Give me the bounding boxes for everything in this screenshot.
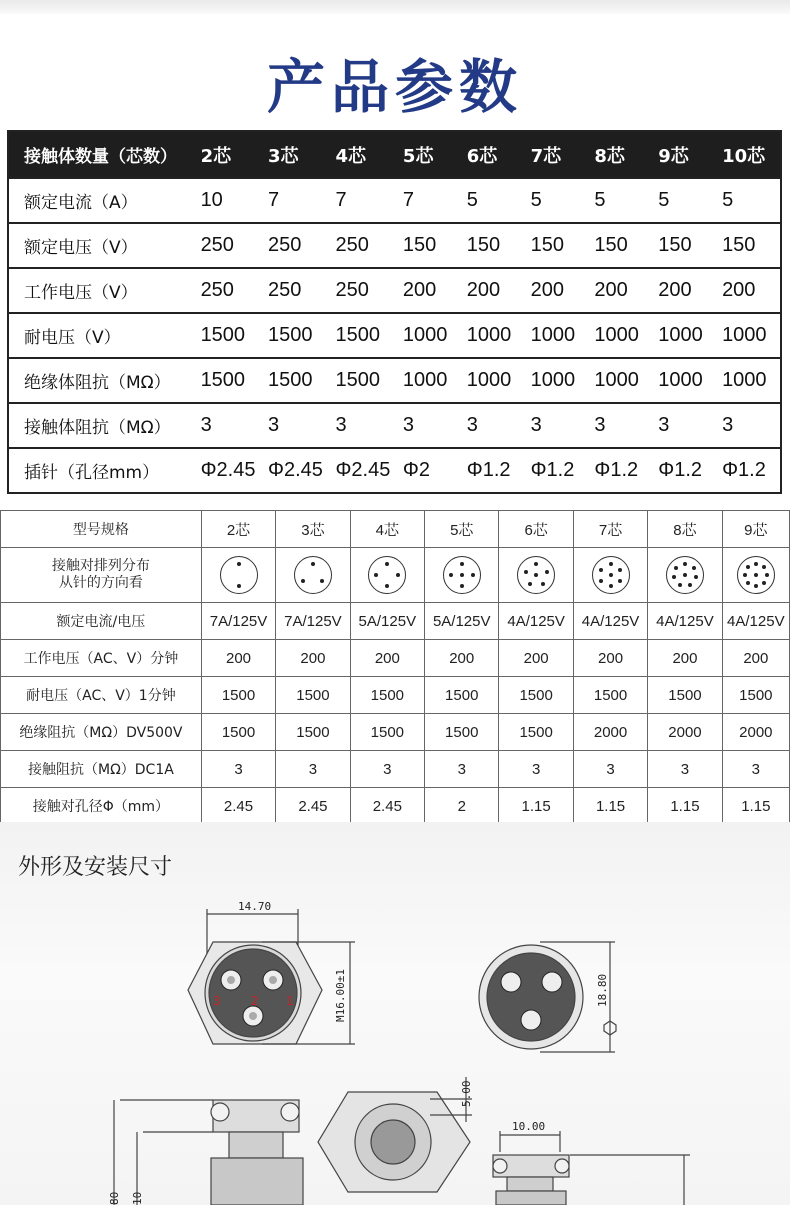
table2-pin-layout-row: [1, 548, 790, 603]
table2-cell: 3: [425, 751, 499, 788]
pin-dot: [541, 582, 545, 586]
table2-row: [1, 640, 790, 677]
table2-row-label: 接触对孔径Φ（mm）: [1, 788, 202, 825]
rear-view-center: [318, 1077, 472, 1192]
pin-dot: [534, 573, 538, 577]
table2-cell: 5A/125V: [350, 603, 424, 640]
pin-dot: [765, 573, 769, 577]
table2-cell: 3: [350, 751, 424, 788]
table1-cell: 5: [525, 178, 589, 223]
table2-cell: 1500: [722, 677, 789, 714]
table1-cell: 1500: [329, 313, 396, 358]
table2-cell: 200: [722, 640, 789, 677]
table1-cell: 200: [588, 268, 652, 313]
table1-cell: 150: [652, 223, 716, 268]
pin-dot: [746, 581, 750, 585]
pin-dot: [762, 565, 766, 569]
pin-layout-cell: [573, 548, 647, 603]
table1-cell: Φ1.2: [594, 459, 639, 481]
table1-cell: 1000: [652, 313, 716, 358]
table2-cell: 1500: [276, 677, 350, 714]
pin-layout-cell: [350, 548, 424, 603]
pin-dot: [599, 579, 603, 583]
dim-hex: 18.80: [596, 973, 609, 1007]
table1-cell: 250: [329, 223, 396, 268]
dim-depth: 5.00: [460, 1080, 473, 1107]
pin-layout-diagram: [443, 556, 481, 594]
pin-dot: [754, 584, 758, 588]
page-title: 产品参数: [266, 53, 523, 121]
table2-cell: 3: [722, 751, 789, 788]
table1-cell: 150: [588, 223, 652, 268]
table1-row-label: 工作电压（V）: [9, 268, 195, 313]
table2-cell: 1500: [201, 677, 275, 714]
table1-cell: 1000: [397, 358, 461, 403]
pin-dot: [385, 584, 389, 588]
table2-cell: 200: [425, 640, 499, 677]
table2-cell: 1500: [201, 714, 275, 751]
table1-cell: 5: [716, 178, 780, 223]
pin-dot: [528, 582, 532, 586]
table1-cell: Φ1.2: [658, 459, 702, 481]
table1-cell: Φ2.45: [335, 459, 391, 481]
pin-dot: [609, 562, 613, 566]
pin-dot: [599, 568, 603, 572]
table1-row-label: 额定电流（A）: [9, 178, 195, 223]
table2-cell: 4A/125V: [573, 603, 647, 640]
parameter-table-main: [7, 130, 782, 494]
table1-cell: 200: [397, 268, 461, 313]
table2-row: [1, 788, 790, 825]
table1-cell: 1000: [525, 358, 589, 403]
table2-row-label: 耐电压（AC、V）1分钟: [1, 677, 202, 714]
table1-cell: 1000: [716, 313, 780, 358]
table2-row-label: 额定电流/电压: [1, 603, 202, 640]
table2-cell: 1500: [499, 714, 573, 751]
pin-dot: [678, 583, 682, 587]
dim-side-b: 10: [131, 1191, 144, 1205]
table2-cell: 200: [573, 640, 647, 677]
pin-dot: [460, 562, 464, 566]
table2-cell: 1.15: [499, 788, 573, 825]
table1-header-cell: 6芯: [461, 132, 525, 178]
table1-header-label: 接触体数量（芯数）: [9, 132, 195, 178]
table1-cell: 250: [262, 223, 329, 268]
table2-cell: 200: [276, 640, 350, 677]
table1-cell: 1000: [716, 358, 780, 403]
table2-cell: 200: [499, 640, 573, 677]
pin-dot: [618, 568, 622, 572]
pin-layout-cell: [201, 548, 275, 603]
table2-cell: 3: [648, 751, 722, 788]
pin-label-2: 2: [251, 994, 259, 1008]
table1-cell: 3: [716, 403, 780, 448]
table1-cell: Φ1.2: [530, 459, 575, 481]
pin-layout-cell: [499, 548, 573, 603]
table2-row: [1, 677, 790, 714]
table1-cell: 200: [652, 268, 716, 313]
side-view-right: [493, 1131, 690, 1205]
parameter-table-spec: [0, 510, 790, 825]
pin-dot: [374, 573, 378, 577]
pin-dot: [609, 573, 613, 577]
pin-layout-cell: [648, 548, 722, 603]
table2-row-label: 绝缘阻抗（MΩ）DV500V: [1, 714, 202, 751]
table1-row: [9, 448, 780, 492]
table2-row-label: 工作电压（AC、V）分钟: [1, 640, 202, 677]
table2-cell: 200: [350, 640, 424, 677]
table2-header-cell: 5芯: [425, 511, 499, 548]
table2-cell: 2000: [648, 714, 722, 751]
dimension-drawing-svg: [0, 822, 790, 1205]
table1-cell: 1500: [195, 358, 262, 403]
table1-cell: 3: [525, 403, 589, 448]
table1-cell: 3: [195, 403, 262, 448]
table1-header-cell: 3芯: [262, 132, 329, 178]
top-gradient-bar: [0, 0, 790, 14]
table1-header-cell: 2芯: [195, 132, 262, 178]
table1-header-row: [9, 132, 780, 178]
pin-layout-cell: [276, 548, 350, 603]
pin-dot: [674, 566, 678, 570]
table2-cell: 3: [201, 751, 275, 788]
table1-header-cell: 9芯: [652, 132, 716, 178]
table2-cell: 3: [573, 751, 647, 788]
pin-dot: [694, 575, 698, 579]
table1-cell: 250: [195, 268, 262, 313]
pin-layout-cell: [722, 548, 789, 603]
table2-header-cell: 2芯: [201, 511, 275, 548]
pin-dot: [385, 562, 389, 566]
table1-cell: 7: [397, 178, 461, 223]
table1-row-label: 绝缘体阻抗（MΩ）: [9, 358, 195, 403]
table1-header-cell: 7芯: [525, 132, 589, 178]
table2-cell: 1500: [276, 714, 350, 751]
pin-dot: [311, 562, 315, 566]
table2-cell: 4A/125V: [648, 603, 722, 640]
table1-cell: 3: [652, 403, 716, 448]
pin-layout-diagram: [592, 556, 630, 594]
pin-layout-diagram: [517, 556, 555, 594]
table1-row-label: 额定电压（V）: [9, 223, 195, 268]
pin-layout-diagram: [368, 556, 406, 594]
table2-cell: 2000: [722, 714, 789, 751]
pin-dot: [524, 570, 528, 574]
table2-cell: 2000: [573, 714, 647, 751]
table1-row: [9, 358, 780, 403]
table2-cell: 200: [648, 640, 722, 677]
table2-cell: 7A/125V: [201, 603, 275, 640]
table1-row: [9, 403, 780, 448]
pin-layout-label-line: 从针的方向看: [58, 575, 143, 591]
table1-cell: 1500: [329, 358, 396, 403]
pin-dot: [609, 584, 613, 588]
table1-cell: 3: [588, 403, 652, 448]
table2-cell: 3: [499, 751, 573, 788]
dimension-drawing: [0, 822, 790, 1205]
table2-cell: 5A/125V: [425, 603, 499, 640]
table1-cell: Φ2.45: [268, 459, 323, 481]
pin-dot: [688, 583, 692, 587]
table1-cell: 150: [461, 223, 525, 268]
table1-cell: 5: [461, 178, 525, 223]
pin-dot: [672, 575, 676, 579]
pin-dot: [746, 565, 750, 569]
pin-dot: [237, 562, 241, 566]
table2-cell: 3: [276, 751, 350, 788]
table2-row: [1, 714, 790, 751]
table1-cell: 250: [262, 268, 329, 313]
table1-cell: 1000: [588, 313, 652, 358]
table1-header-cell: 5芯: [397, 132, 461, 178]
dim-side-a: 80: [108, 1191, 121, 1205]
pin-dot: [683, 562, 687, 566]
table1-row: [9, 223, 780, 268]
table1-cell: 3: [397, 403, 461, 448]
pin-dot: [534, 562, 538, 566]
table2-row: [1, 603, 790, 640]
table2-cell: 1.15: [573, 788, 647, 825]
pin-dot: [743, 573, 747, 577]
table2-cell: 7A/125V: [276, 603, 350, 640]
table2-header-row: [1, 511, 790, 548]
table2-header-cell: 6芯: [499, 511, 573, 548]
table1-cell: 1500: [262, 313, 329, 358]
table1-cell: 150: [397, 223, 461, 268]
dim-thread: M16.00±1: [334, 969, 347, 1022]
pin-dot: [754, 562, 758, 566]
pin-dot: [692, 566, 696, 570]
pin-layout-diagram: [666, 556, 704, 594]
table2-cell: 2.45: [350, 788, 424, 825]
table1-cell: 3: [262, 403, 329, 448]
table1-cell: 1000: [652, 358, 716, 403]
table2-header-cell: 3芯: [276, 511, 350, 548]
table1-cell: 1000: [397, 313, 461, 358]
pin-label-3: 3: [213, 994, 221, 1008]
table1-cell: Φ1.2: [722, 459, 766, 481]
table1-cell: Φ1.2: [466, 459, 511, 481]
table2-cell: 1500: [425, 677, 499, 714]
table1-cell: 5: [588, 178, 652, 223]
table1-cell: 200: [461, 268, 525, 313]
table2-header-label: 型号规格: [1, 511, 202, 548]
table1-cell: 250: [195, 223, 262, 268]
table1-cell: 150: [525, 223, 589, 268]
dim-small-width: 10.00: [512, 1120, 546, 1133]
pin-dot: [618, 579, 622, 583]
table1-header-cell: 8芯: [588, 132, 652, 178]
pin-label-1: 1: [286, 994, 294, 1008]
table2-cell: 1.15: [648, 788, 722, 825]
table2-header-cell: 4芯: [350, 511, 424, 548]
table1-header-cell: 10芯: [716, 132, 780, 178]
table1-cell: 200: [716, 268, 780, 313]
table2-cell: 1500: [573, 677, 647, 714]
table1-cell: 1000: [525, 313, 589, 358]
table2-row-label: 接触阻抗（MΩ）DC1A: [1, 751, 202, 788]
table1-cell: Φ2: [402, 459, 431, 481]
pin-dot: [301, 579, 305, 583]
table2-header-cell: 7芯: [573, 511, 647, 548]
table2-cell: 1500: [350, 677, 424, 714]
table1-header-cell: 4芯: [329, 132, 396, 178]
dim-width-top: 14.70: [238, 900, 272, 913]
table1-cell: Φ2.45: [200, 459, 256, 481]
pin-dot: [460, 584, 464, 588]
table2-cell: 4A/125V: [499, 603, 573, 640]
table1-cell: 1500: [195, 313, 262, 358]
table2-row: [1, 751, 790, 788]
table1-cell: 1500: [262, 358, 329, 403]
table2-cell: 1.15: [722, 788, 789, 825]
table2-cell: 1500: [648, 677, 722, 714]
pin-layout-label-line: 接触对排列分布: [51, 558, 150, 574]
pin-dot: [396, 573, 400, 577]
pin-layout-label: [1, 548, 202, 603]
pin-dot: [762, 581, 766, 585]
pin-layout-diagram: [220, 556, 258, 594]
pin-dot: [471, 573, 475, 577]
table1-row-label: 接触体阻抗（MΩ）: [9, 403, 195, 448]
table1-cell: 7: [262, 178, 329, 223]
table1-row: [9, 178, 780, 223]
table2-cell: 2.45: [276, 788, 350, 825]
table1-cell: 7: [329, 178, 396, 223]
table2-cell: 1500: [350, 714, 424, 751]
drawing-title: 外形及安装尺寸: [18, 855, 173, 880]
table2-header-cell: 9芯: [722, 511, 789, 548]
table1-cell: 3: [329, 403, 396, 448]
table2-cell: 2: [425, 788, 499, 825]
table1-cell: 10: [195, 178, 262, 223]
pin-dot: [460, 573, 464, 577]
table2-header-cell: 8芯: [648, 511, 722, 548]
table2-cell: 4A/125V: [722, 603, 789, 640]
table1-row-label: 耐电压（V）: [9, 313, 195, 358]
table1-cell: 1000: [588, 358, 652, 403]
table2-cell: 2.45: [201, 788, 275, 825]
table2-cell: 1500: [425, 714, 499, 751]
pin-layout-diagram: [294, 556, 332, 594]
pin-dot: [545, 570, 549, 574]
table1-cell: 1000: [461, 313, 525, 358]
pin-dot: [683, 573, 687, 577]
table1-cell: 3: [461, 403, 525, 448]
table1-cell: 1000: [461, 358, 525, 403]
table1-cell: 250: [329, 268, 396, 313]
pin-dot: [320, 579, 324, 583]
pin-layout-cell: [425, 548, 499, 603]
pin-dot: [237, 584, 241, 588]
pin-layout-diagram: [737, 556, 775, 594]
side-view-left: [114, 1100, 303, 1205]
table1-cell: 150: [716, 223, 780, 268]
table1-row: [9, 268, 780, 313]
pin-dot: [449, 573, 453, 577]
table1-row-label: 插针（孔径mm）: [24, 463, 160, 483]
table2-cell: 1500: [499, 677, 573, 714]
table2-cell: 200: [201, 640, 275, 677]
pin-dot: [754, 573, 758, 577]
table1-cell: 200: [525, 268, 589, 313]
table1-row: [9, 313, 780, 358]
table1-cell: 5: [652, 178, 716, 223]
